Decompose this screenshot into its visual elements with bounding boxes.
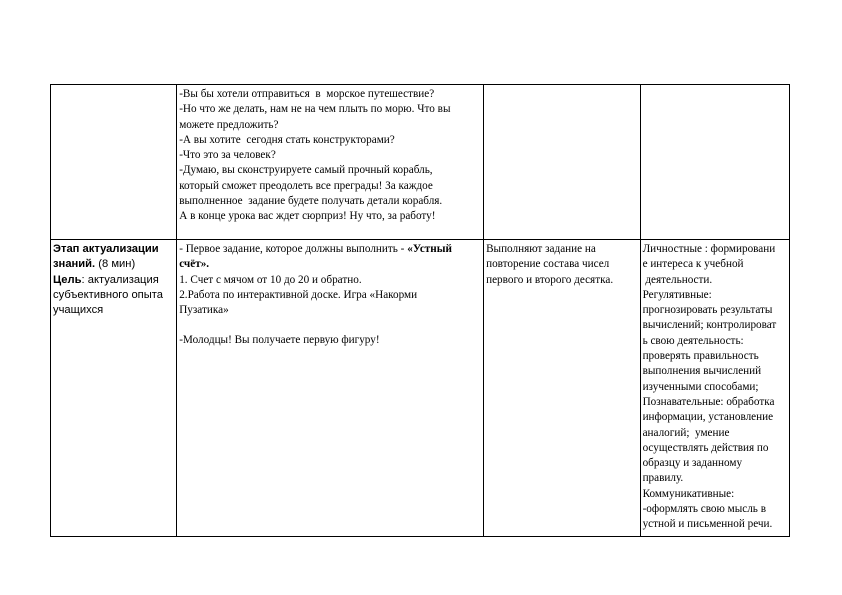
goal-text: учащихся	[53, 304, 104, 317]
table-row	[51, 85, 790, 240]
task-name: «Устный	[407, 243, 452, 255]
dialogue-line: который сможет преодолеть все преграды! За каждое	[179, 179, 433, 192]
students-line: первого и второго десятка.	[486, 273, 614, 286]
uud-line: выполнения вычислений	[642, 365, 762, 378]
uud-line: изученными способами;	[642, 380, 759, 393]
task-item: 2.Работа по интерактивной доске. Игра «Накорми	[179, 288, 418, 301]
teacher-dialogue-cell	[177, 85, 484, 240]
students-activity-cell	[484, 240, 640, 537]
uud-line: правилу.	[642, 472, 684, 485]
table-row	[51, 240, 790, 537]
uud-line: ь свою деятельность:	[642, 334, 744, 347]
students-line: Выполняют задание на	[486, 243, 596, 255]
uud-line: вычислений; контролироват	[642, 319, 777, 332]
uud-line: прогнозировать результаты	[642, 304, 773, 317]
dialogue-line: А в конце урока вас ждет сюрприз! Ну что, за работу!	[179, 210, 436, 223]
uud-line: е интереса к учебной	[642, 258, 744, 271]
praise-line: -Молодцы! Вы получаете первую фигуру!	[179, 334, 380, 347]
stage-duration: (8 мин)	[95, 258, 136, 271]
stage-cell-empty	[51, 85, 177, 240]
dialogue-line: выполненное задание будете получать детали корабля.	[179, 195, 443, 208]
uud-line: умение	[689, 426, 730, 439]
lesson-plan-table	[50, 84, 790, 537]
task-item-cont: Пузатика»	[179, 304, 229, 317]
stage-title-cont: знаний.	[53, 258, 96, 271]
uud-cell	[640, 240, 789, 537]
uud-line: информации, установление	[642, 411, 774, 424]
task-intro: - Первое задание, которое должны выполнить -	[179, 243, 408, 255]
uud-cell-empty	[640, 85, 789, 240]
dialogue-line: -А вы хотите сегодня стать конструкторами?	[179, 133, 395, 146]
dialogue-line: -Вы бы хотели отправиться в морское путешествие?	[179, 88, 435, 100]
goal-text: субъективного опыта	[53, 288, 164, 301]
teacher-activity-cell	[177, 240, 484, 537]
uud-line: -оформлять свою мысль в	[642, 503, 766, 516]
stage-title: Этап актуализации	[53, 243, 159, 255]
dialogue-line: -Что это за человек?	[179, 149, 276, 162]
uud-line: осуществлять действия по	[642, 441, 769, 454]
uud-line: образцу и заданному	[642, 457, 743, 470]
uud-line: Познавательные: обработка	[642, 395, 775, 408]
students-cell-empty	[484, 85, 640, 240]
dialogue-line: -Но что же делать, нам не на чем плыть по морю. Что вы	[179, 103, 451, 116]
goal-label: Цель	[53, 273, 82, 286]
dialogue-line: можете предложить?	[179, 118, 279, 131]
uud-line: Личностные : формировани	[642, 243, 776, 255]
task-item: 1. Счет с мячом от 10 до 20 и обратно.	[179, 273, 362, 286]
goal-text: : актуализация	[81, 273, 159, 286]
students-line: повторение состава чисел	[486, 258, 610, 271]
task-name-cont: счёт».	[179, 258, 210, 271]
uud-line: аналогий;	[642, 426, 690, 439]
uud-line: деятельности.	[642, 273, 713, 286]
uud-line: проверять правильность	[642, 350, 759, 363]
dialogue-line: -Думаю, вы сконструируете самый прочный корабль,	[179, 164, 433, 177]
uud-line: Регулятивные:	[642, 288, 712, 301]
stage-cell	[51, 240, 177, 537]
uud-line: Коммуникативные:	[642, 487, 735, 500]
uud-line: устной и письменной речи.	[642, 518, 773, 531]
